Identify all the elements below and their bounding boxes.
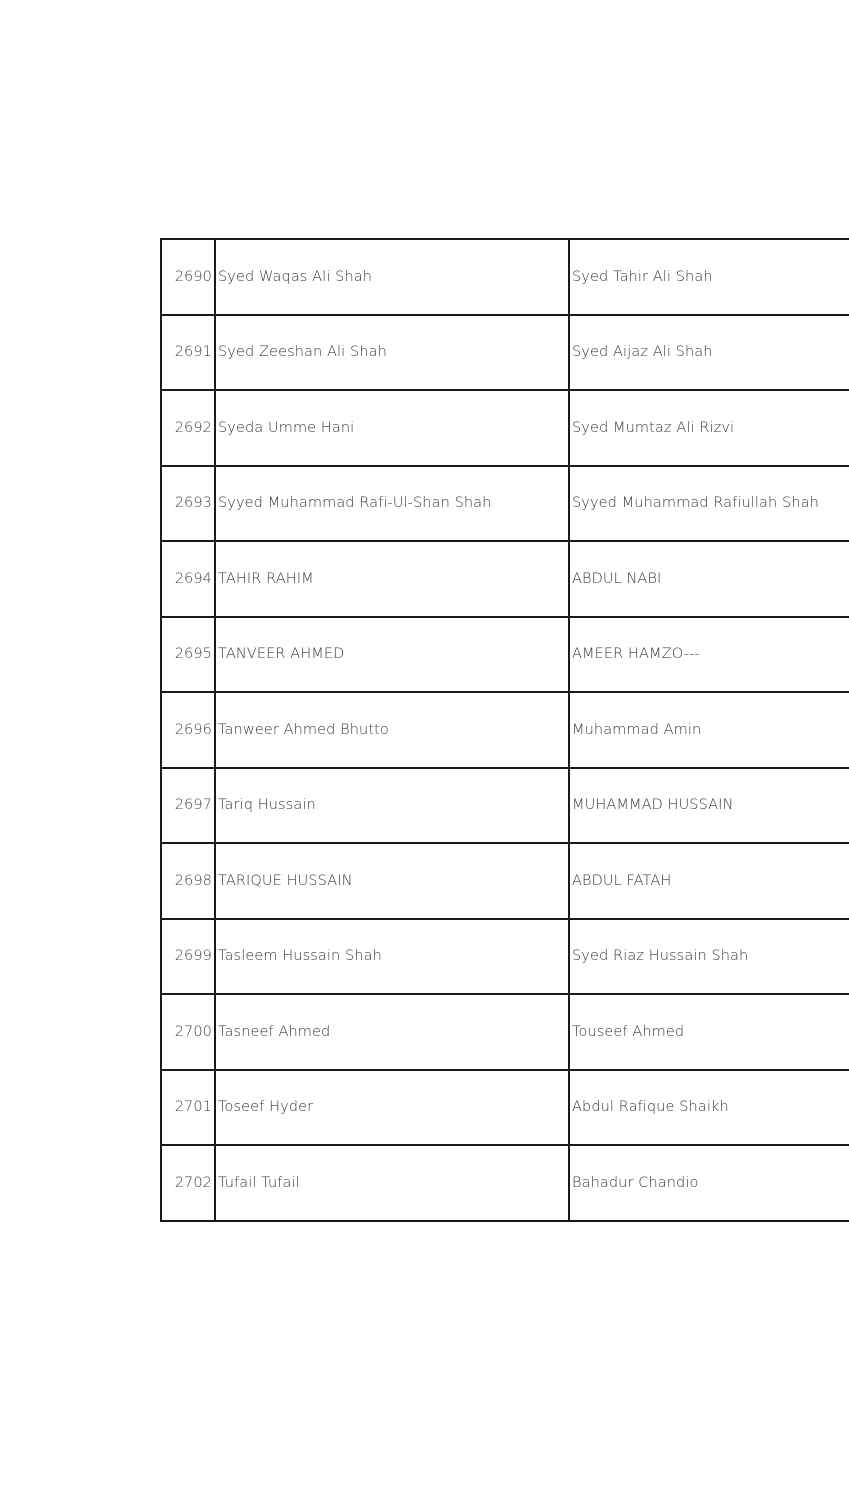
serial-number-cell: 2698: [161, 843, 215, 919]
father-name-cell: Bahadur Chandio: [569, 1145, 849, 1221]
roster-table-body: [161, 239, 849, 1221]
father-name-cell: Touseef Ahmed: [569, 994, 849, 1070]
name-cell: Tanweer Ahmed Bhutto: [215, 692, 569, 768]
table-row: [161, 617, 849, 693]
table-row: [161, 1145, 849, 1221]
father-name-cell: Muhammad Amin: [569, 692, 849, 768]
serial-number-cell: 2690: [161, 239, 215, 315]
name-cell: Tariq Hussain: [215, 768, 569, 844]
name-cell: Syed Zeeshan Ali Shah: [215, 315, 569, 391]
father-name-cell: MUHAMMAD HUSSAIN: [569, 768, 849, 844]
serial-number-cell: 2700: [161, 994, 215, 1070]
name-cell: Tasleem Hussain Shah: [215, 919, 569, 995]
serial-number-cell: 2693: [161, 466, 215, 542]
name-cell: TANVEER AHMED: [215, 617, 569, 693]
name-cell: Toseef Hyder: [215, 1070, 569, 1146]
father-name-cell: Syyed Muhammad Rafiullah Shah: [569, 466, 849, 542]
name-cell: Tasneef Ahmed: [215, 994, 569, 1070]
father-name-cell: ABDUL NABI: [569, 541, 849, 617]
father-name-cell: Syed Riaz Hussain Shah: [569, 919, 849, 995]
table-row: [161, 1070, 849, 1146]
serial-number-cell: 2701: [161, 1070, 215, 1146]
father-name-cell: Syed Mumtaz Ali Rizvi: [569, 390, 849, 466]
name-cell: Syeda Umme Hani: [215, 390, 569, 466]
serial-number-cell: 2694: [161, 541, 215, 617]
father-name-cell: Syed Tahir Ali Shah: [569, 239, 849, 315]
table-row: [161, 692, 849, 768]
table-row: [161, 541, 849, 617]
table-row: [161, 315, 849, 391]
roster-table: [160, 238, 849, 1222]
father-name-cell: AMEER HAMZO---: [569, 617, 849, 693]
serial-number-cell: 2696: [161, 692, 215, 768]
table-row: [161, 390, 849, 466]
table-row: [161, 843, 849, 919]
table-row: [161, 919, 849, 995]
serial-number-cell: 2691: [161, 315, 215, 391]
table-row: [161, 466, 849, 542]
serial-number-cell: 2697: [161, 768, 215, 844]
serial-number-cell: 2702: [161, 1145, 215, 1221]
table-row: [161, 239, 849, 315]
serial-number-cell: 2692: [161, 390, 215, 466]
table-row: [161, 994, 849, 1070]
serial-number-cell: 2695: [161, 617, 215, 693]
father-name-cell: Syed Aijaz Ali Shah: [569, 315, 849, 391]
table-row: [161, 768, 849, 844]
name-cell: Tufail Tufail: [215, 1145, 569, 1221]
name-cell: Syyed Muhammad Rafi-Ul-Shan Shah: [215, 466, 569, 542]
name-cell: TAHIR RAHIM: [215, 541, 569, 617]
name-cell: TARIQUE HUSSAIN: [215, 843, 569, 919]
serial-number-cell: 2699: [161, 919, 215, 995]
name-cell: Syed Waqas Ali Shah: [215, 239, 569, 315]
father-name-cell: ABDUL FATAH: [569, 843, 849, 919]
father-name-cell: Abdul Rafique Shaikh: [569, 1070, 849, 1146]
